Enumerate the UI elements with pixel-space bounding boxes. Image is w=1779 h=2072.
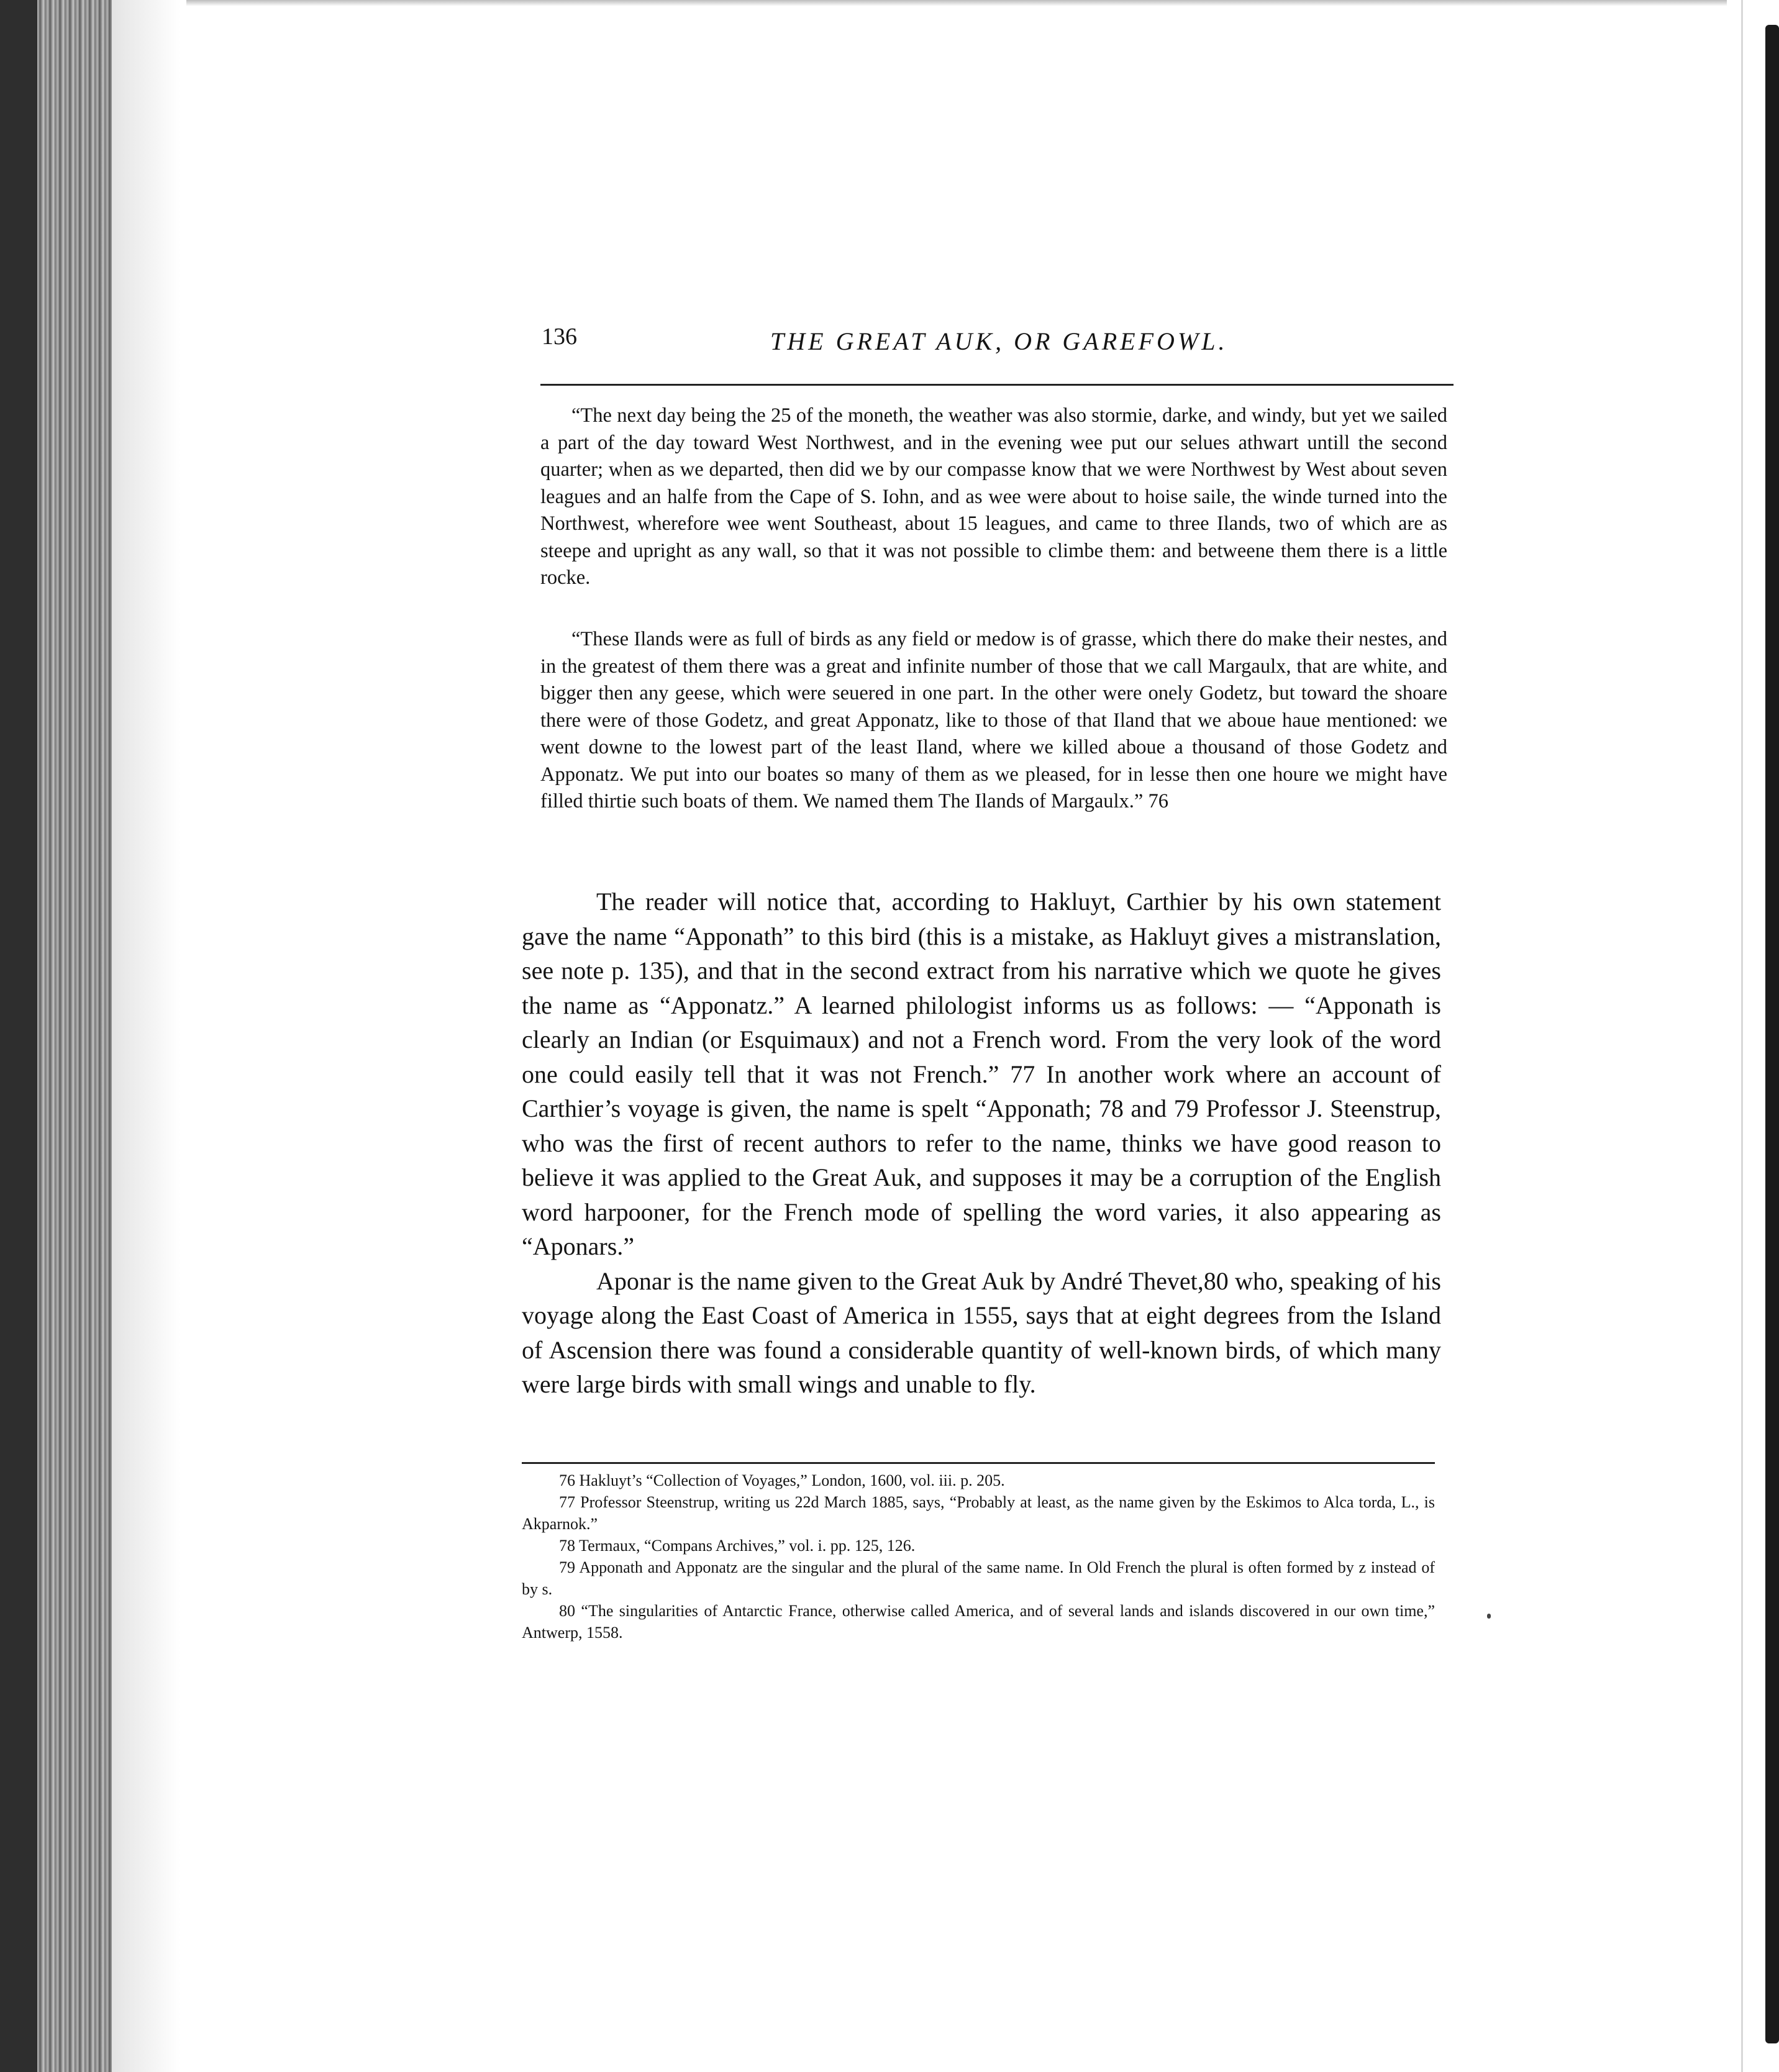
book-spine-shadow [0, 0, 37, 2072]
body-paragraph: The reader will notice that, according to Hakluyt, Carthier by his own statement gave the name “Apponath” to this bird (this is a mistake, as Hakluyt gives a mistranslation, see note p. 135), and that in the second extract from his narrative which we quote he gives the name as “Apponatz.” A learned philologist informs us as follows: — “Apponath is clearly an Indian (or Esquimaux) and not a French word. From the very look of the word one could easily tell that it was not French.” 77 In another work where an account of Carthier’s voyage is given, the name is spelt “Apponath; 78 and 79 Professor J. Steenstrup, who was the first of recent authors to refer to the name, thinks we have good reason to believe it was applied to the Great Auk, and supposes it may be a corruption of the English word harpooner, for the French mode of spelling the word varies, it also appearing as “Aponars.” [522, 888, 1441, 1260]
page-gutter-shading [112, 0, 180, 2072]
scan-speck [1487, 1614, 1491, 1619]
quote-paragraph: “These Ilands were as full of birds as any field or medow is of grasse, which there do make their nestes, and in the greatest of them there was a great and infinite number of those that we call Margaulx, that are white, and bigger then any geese, which were seuered in one part. In the other were onely Godetz, but toward the shoare there were of those Godetz, and great Apponatz, like to those of that Iland that we aboue haue mentioned: we went downe to the lowest part of the least Iland, where we killed aboue a thousand of those Godetz and Apponatz. We put into our boates so many of them as we pleased, for in lesse then one houre we might have filled thirtie such boats of them. We named them The Ilands of Margaulx.” 76 [540, 628, 1447, 812]
running-title: THE GREAT AUK, OR GAREFOWL. [770, 327, 1228, 355]
quote-paragraph: “The next day being the 25 of the moneth, the weather was also stormie, darke, and windy, but yet we sailed a part of the day toward West Northwest, and in the evening wee put our selues athwart untill the second quarter; when as we departed, then did we by our compasse know that we were Northwest by West about seven leagues and an halfe from the Cape of S. Iohn, and as wee were about to hoise saile, the winde turned into the Northwest, wherefore wee went Southeast, about 15 leagues, and came to three Ilands, two of which are as steepe and upright as any wall, so that it was not possible to climbe them: and betweene them there is a little rocke. [540, 404, 1447, 589]
footnote: 76 Hakluyt’s “Collection of Voyages,” London, 1600, vol. iii. p. 205. [559, 1471, 1005, 1489]
header-rule [540, 384, 1454, 386]
page-number: 136 [542, 324, 577, 350]
quotation-block [540, 626, 1447, 816]
footnote: 78 Termaux, “Compans Archives,” vol. i. pp. 125, 126. [559, 1537, 916, 1555]
top-page-edge [186, 0, 1727, 6]
footnote-rule [522, 1462, 1435, 1464]
main-text [522, 884, 1441, 1402]
footnote: 79 Apponath and Apponatz are the singular and the plural of the same name. In Old French the plural is often formed by z instead of by s. [522, 1558, 1435, 1598]
right-page-edge-line [1741, 0, 1743, 2072]
footnote: 80 “The singularities of Antarctic France, otherwise called America, and of several lands and islands discovered in our own time,” Antwerp, 1558. [522, 1602, 1435, 1642]
body-paragraph: Aponar is the name given to the Great Auk by André Thevet,80 who, speaking of his voyage along the East Coast of America in 1555, says that at eight degrees from the Island of Ascension there was found a considerable quantity of well-known birds, of which many were large birds with small wings and unable to fly. [522, 1266, 1441, 1398]
right-book-edge [1765, 25, 1779, 2043]
footnote: 77 Professor Steenstrup, writing us 22d March 1885, says, “Probably at least, as the name given by the Eskimos to Alca torda, L., is Akparnok.” [522, 1493, 1435, 1533]
quotation-block [540, 402, 1447, 592]
footnotes [522, 1470, 1435, 1643]
